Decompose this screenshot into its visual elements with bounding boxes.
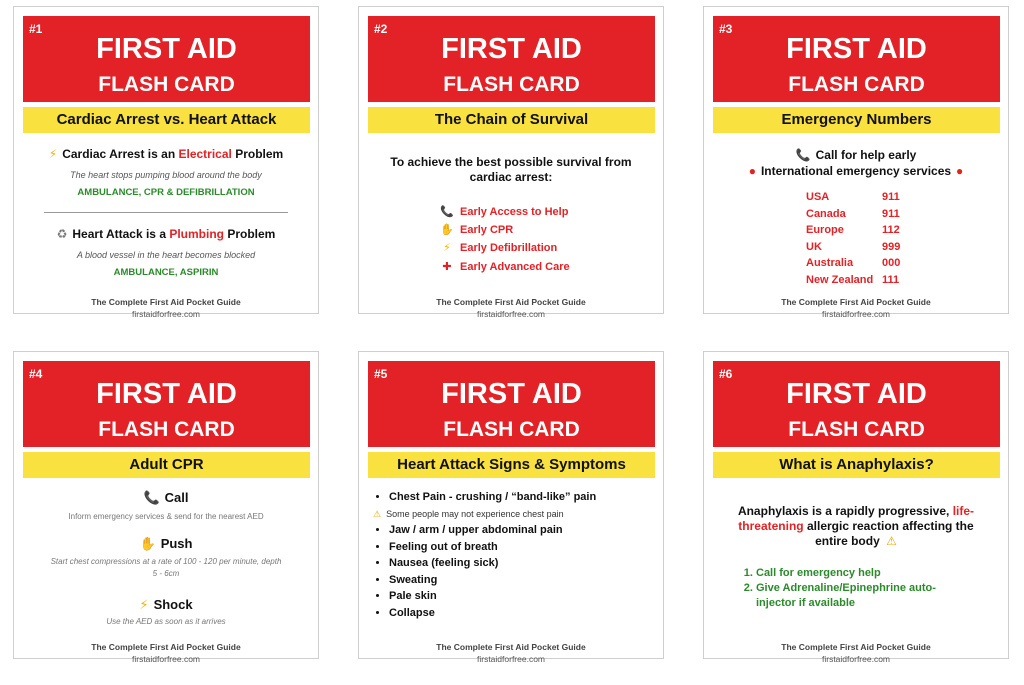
cardiac-arrest-action: AMBULANCE, CPR & DEFIBRILLATION <box>77 187 255 198</box>
card-title-sub: FLASH CARD <box>98 418 235 441</box>
card-header <box>368 16 655 102</box>
card-title: FIRST AID <box>96 378 237 410</box>
cpr-step-shock-desc: Use the AED as soon as it arrives <box>106 617 226 626</box>
heart-attack-line: ♻ Heart Attack is a Plumbing Problem <box>56 227 276 241</box>
call-help-line: 📞 Call for help early <box>795 148 917 162</box>
symptom-item: • Feeling out of breath <box>389 539 596 556</box>
card-number: #5 <box>374 367 388 381</box>
lightning-icon: ⚡ <box>139 597 149 612</box>
symptom-list <box>371 489 596 621</box>
flash-card-6 <box>703 351 1009 664</box>
hand-icon: ✋ <box>139 536 156 551</box>
number-uk: 999 <box>882 241 901 253</box>
cpr-step-call: 📞 Call <box>143 490 189 505</box>
card-title: FIRST AID <box>441 33 582 65</box>
symptom-note: ⚠ Some people may not experience chest pain <box>373 509 564 519</box>
card-title-sub: FLASH CARD <box>788 73 925 96</box>
card-header <box>23 361 310 447</box>
international-line: ● International emergency services ● <box>748 164 964 178</box>
chain-item: ✚ Early Advanced Care <box>439 260 570 273</box>
country-canada: Canada <box>806 208 846 220</box>
phone-icon: 📞 <box>795 148 811 162</box>
anaphylaxis-steps <box>738 566 956 611</box>
symptom-item: • Chest Pain - crushing / “band-like” pain ⚠ Some people may not experience chest pain <box>389 489 596 522</box>
flash-card-1 <box>13 6 319 319</box>
warning-icon: ⚠ <box>373 508 382 519</box>
card-number: #1 <box>29 22 43 36</box>
cpr-step-push-desc: Start chest compressions at a rate of 100 - 120 per minute, depth 5 - 6cm <box>50 557 282 578</box>
symptom-item: • Nausea (feeling sick) <box>389 555 596 572</box>
card-title-sub: FLASH CARD <box>443 418 580 441</box>
card-title: FIRST AID <box>786 378 927 410</box>
footer-guide: The Complete First Aid Pocket Guide <box>436 297 586 307</box>
chain-item: ⚡ Early Defibrillation <box>439 241 557 254</box>
card-number: #3 <box>719 22 733 36</box>
card-number: #6 <box>719 367 733 381</box>
card-subtitle: Adult CPR <box>23 452 310 478</box>
footer-website: firstaidforfree.com <box>476 309 546 319</box>
number-usa: 911 <box>882 191 900 203</box>
cpr-step-push: ✋ Push <box>139 536 193 551</box>
flash-card-3 <box>703 6 1009 319</box>
number-canada: 911 <box>882 208 900 220</box>
footer-website: firstaidforfree.com <box>131 309 201 319</box>
chain-intro: To achieve the best possible survival from cardiac arrest: <box>390 155 632 184</box>
ambulance-icon: ✚ <box>442 261 452 273</box>
card-subtitle: Cardiac Arrest vs. Heart Attack <box>23 107 310 133</box>
symptom-item: • Collapse <box>389 605 596 622</box>
symptom-item: • Jaw / arm / upper abdominal pain <box>389 522 596 539</box>
lightning-icon: ⚡ <box>443 242 451 254</box>
footer-guide: The Complete First Aid Pocket Guide <box>436 642 586 652</box>
anaphylaxis-step: 2. Give Adrenaline/Epinephrine auto-injector if available <box>756 581 956 611</box>
card-header <box>23 16 310 102</box>
card-subtitle: The Chain of Survival <box>368 107 655 133</box>
card-title: FIRST AID <box>441 378 582 410</box>
card-header <box>368 361 655 447</box>
siren-icon: ● <box>956 164 964 178</box>
card-subtitle: What is Anaphylaxis? <box>713 452 1000 478</box>
footer-website: firstaidforfree.com <box>476 654 546 664</box>
warning-icon: ⚠ <box>886 534 897 548</box>
footer-guide: The Complete First Aid Pocket Guide <box>781 642 931 652</box>
country-uk: UK <box>806 241 822 253</box>
country-australia: Australia <box>806 257 854 269</box>
card-title-sub: FLASH CARD <box>443 73 580 96</box>
anaphylaxis-desc: Anaphylaxis is a rapidly progressive, life-threatening allergic reaction affecting the entire body ⚠ <box>737 504 975 548</box>
phone-icon: 📞 <box>143 490 160 505</box>
heart-attack-desc: A blood vessel in the heart becomes blocked <box>76 250 256 260</box>
country-new-zealand: New Zealand <box>806 274 874 286</box>
chain-item: ✋ Early CPR <box>440 224 514 236</box>
siren-icon: ● <box>748 164 756 178</box>
divider <box>44 212 288 213</box>
footer-website: firstaidforfree.com <box>821 309 891 319</box>
card-title: FIRST AID <box>96 33 237 65</box>
cardiac-arrest-desc: The heart stops pumping blood around the body <box>70 170 262 180</box>
number-australia: 000 <box>882 257 901 269</box>
hand-icon: ✋ <box>440 224 454 236</box>
card-subtitle: Heart Attack Signs & Symptoms <box>368 452 655 478</box>
heart-attack-action: AMBULANCE, ASPIRIN <box>113 267 219 278</box>
card-title-sub: FLASH CARD <box>98 73 235 96</box>
footer-website: firstaidforfree.com <box>131 654 201 664</box>
card-number: #2 <box>374 22 388 36</box>
lightning-icon: ⚡ <box>48 147 58 161</box>
cpr-step-shock: ⚡ Shock <box>139 597 193 612</box>
card-title: FIRST AID <box>786 33 927 65</box>
flash-card-2 <box>358 6 664 319</box>
phone-icon: 📞 <box>440 206 454 218</box>
card-number: #4 <box>29 367 43 381</box>
card-header <box>713 361 1000 447</box>
card-title-sub: FLASH CARD <box>788 418 925 441</box>
footer-guide: The Complete First Aid Pocket Guide <box>91 642 241 652</box>
syringe-icon: ♻ <box>56 227 68 241</box>
footer-website: firstaidforfree.com <box>821 654 891 664</box>
footer-guide: The Complete First Aid Pocket Guide <box>781 297 931 307</box>
flash-card-5 <box>358 351 664 664</box>
number-europe: 112 <box>882 224 900 236</box>
cardiac-arrest-line: ⚡ Cardiac Arrest is an Electrical Problem <box>48 147 284 161</box>
flash-card-4 <box>13 351 319 664</box>
country-usa: USA <box>806 191 830 203</box>
symptom-item: • Sweating <box>389 572 596 589</box>
number-new-zealand: 111 <box>882 274 900 286</box>
anaphylaxis-step: 1. Call for emergency help <box>756 566 956 581</box>
cpr-step-call-desc: Inform emergency services & send for the nearest AED <box>68 512 264 521</box>
card-subtitle: Emergency Numbers <box>713 107 1000 133</box>
country-europe: Europe <box>806 224 844 236</box>
symptom-item: • Pale skin <box>389 588 596 605</box>
chain-item: 📞 Early Access to Help <box>440 206 569 218</box>
footer-guide: The Complete First Aid Pocket Guide <box>91 297 241 307</box>
card-header <box>713 16 1000 102</box>
